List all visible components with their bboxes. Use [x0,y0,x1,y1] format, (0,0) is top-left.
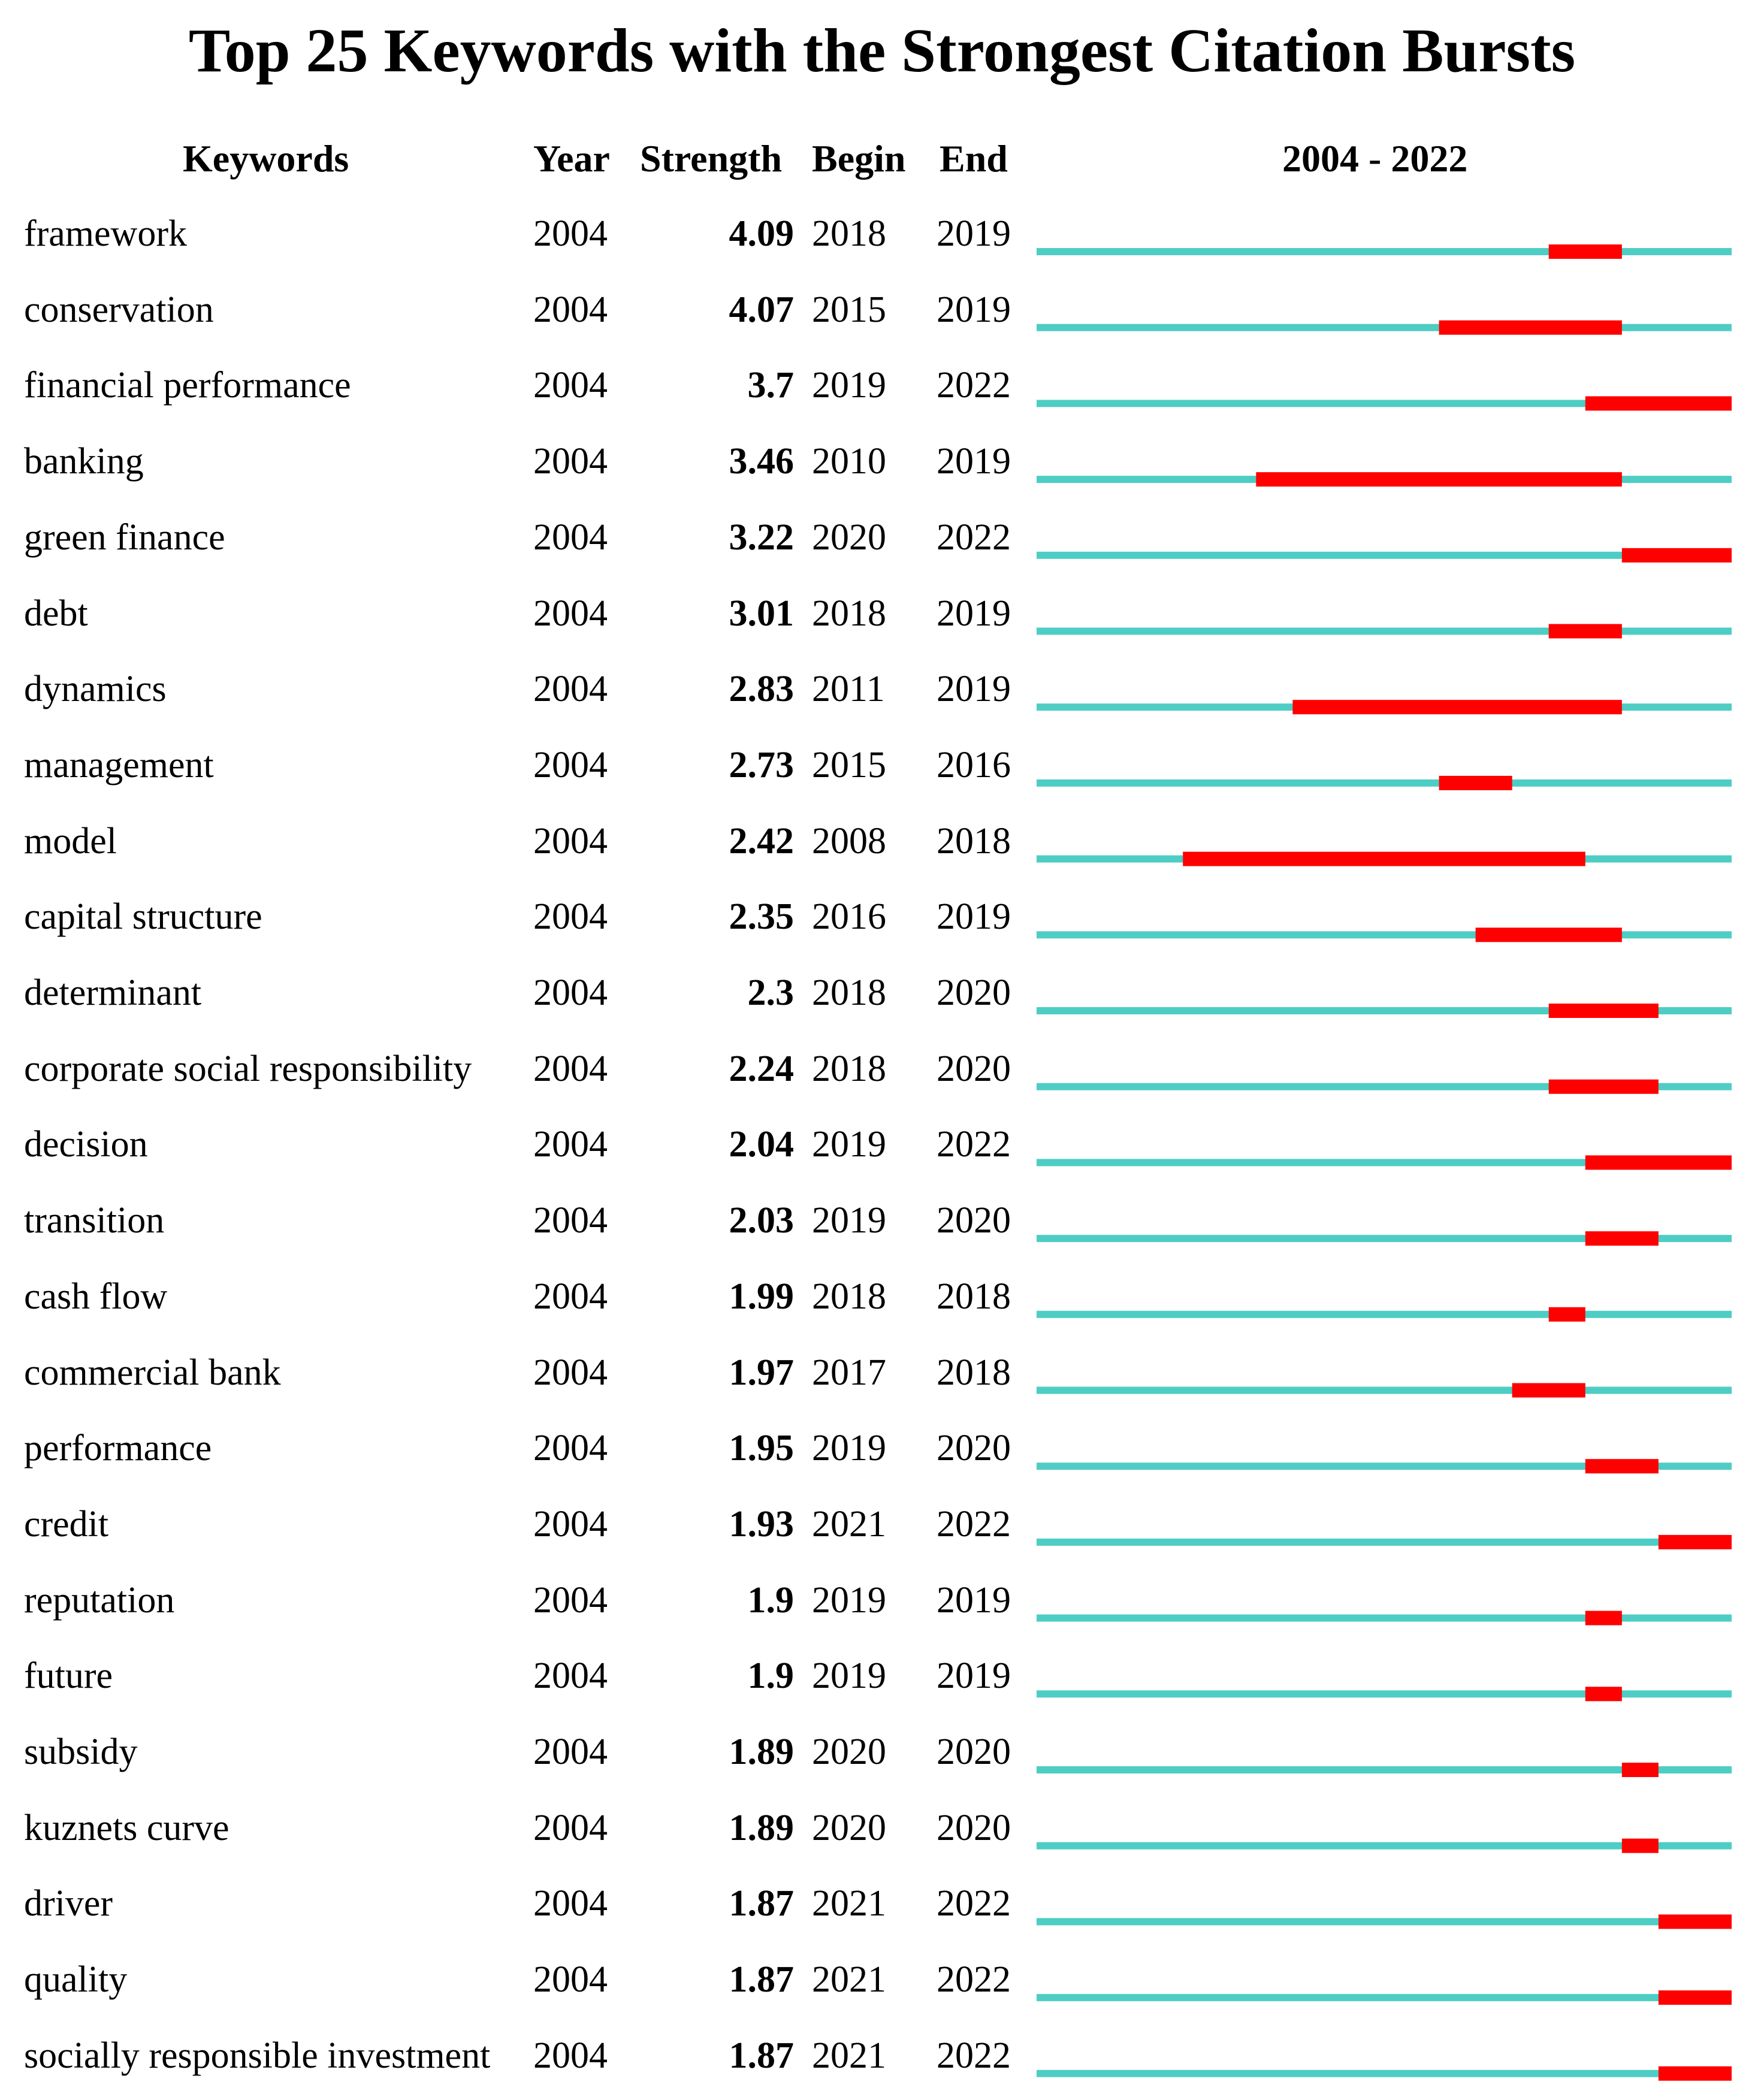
timeline-baseline [1037,1387,1732,1394]
timeline-baseline [1037,779,1732,787]
burst-bar [1549,1080,1659,1094]
end-cell: 2020 [937,1048,1011,1089]
year-cell: 2004 [533,1352,608,1393]
burst-bar [1549,1307,1585,1322]
timeline-baseline [1037,1311,1732,1318]
timeline-baseline [1037,1539,1732,1546]
end-cell: 2020 [937,1200,1011,1241]
end-cell: 2020 [937,1732,1011,1772]
begin-cell: 2018 [812,1276,886,1317]
timeline-baseline [1037,628,1732,635]
end-cell: 2019 [937,593,1011,634]
burst-bar [1439,321,1622,335]
year-cell: 2004 [533,1655,608,1697]
begin-cell: 2019 [812,1428,886,1469]
begin-cell: 2018 [812,593,886,634]
burst-bar [1585,1459,1659,1473]
year-cell: 2004 [533,1959,608,2001]
keyword-cell: debt [24,593,88,634]
year-cell: 2004 [533,1200,608,1241]
end-cell: 2018 [937,820,1011,862]
year-cell: 2004 [533,1883,608,1924]
burst-bar [1659,2066,1732,2081]
end-cell: 2020 [937,1807,1011,1848]
year-cell: 2004 [533,2035,608,2076]
header-year: Year [533,137,610,180]
timeline-baseline [1037,248,1732,255]
begin-cell: 2015 [812,289,886,330]
year-cell: 2004 [533,441,608,482]
end-cell: 2022 [937,1124,1011,1165]
burst-bar [1585,1687,1622,1701]
year-cell: 2004 [533,1732,608,1772]
begin-cell: 2021 [812,2035,886,2076]
strength-cell: 2.24 [729,1048,794,1089]
timeline-baseline [1037,1994,1732,2001]
end-cell: 2020 [937,1428,1011,1469]
end-cell: 2022 [937,1503,1011,1545]
keyword-cell: financial performance [24,365,351,406]
year-cell: 2004 [533,289,608,330]
begin-cell: 2019 [812,1124,886,1165]
burst-bar [1292,700,1621,714]
strength-cell: 3.46 [729,441,794,482]
begin-cell: 2020 [812,516,886,558]
end-cell: 2019 [937,441,1011,482]
year-cell: 2004 [533,365,608,406]
year-cell: 2004 [533,820,608,862]
begin-cell: 2019 [812,1200,886,1241]
keyword-cell: commercial bank [24,1352,281,1393]
begin-cell: 2019 [812,1655,886,1697]
keyword-cell: model [24,820,117,862]
end-cell: 2018 [937,1276,1011,1317]
keyword-cell: management [24,744,214,785]
burst-bar [1659,1914,1732,1929]
end-cell: 2019 [937,896,1011,938]
strength-cell: 1.9 [747,1579,794,1621]
strength-cell: 2.04 [729,1124,794,1165]
keyword-cell: transition [24,1200,165,1241]
timeline-baseline [1037,1615,1732,1622]
timeline-baseline [1037,1918,1732,1925]
year-cell: 2004 [533,593,608,634]
strength-cell: 2.83 [729,669,794,710]
strength-cell: 3.22 [729,516,794,558]
header-keywords: Keywords [183,137,349,180]
keyword-cell: kuznets curve [24,1807,229,1848]
keyword-cell: determinant [24,972,202,1013]
strength-cell: 1.89 [729,1732,794,1772]
end-cell: 2019 [937,213,1011,254]
strength-cell: 2.35 [729,896,794,938]
keyword-cell: conservation [24,289,214,330]
strength-cell: 2.73 [729,744,794,785]
year-cell: 2004 [533,516,608,558]
end-cell: 2019 [937,289,1011,330]
strength-cell: 3.01 [729,593,794,634]
header-end: End [940,137,1008,180]
end-cell: 2022 [937,1883,1011,1924]
begin-cell: 2019 [812,365,886,406]
burst-bar [1585,396,1732,410]
timeline-baseline [1037,1690,1732,1697]
end-cell: 2018 [937,1352,1011,1393]
year-cell: 2004 [533,896,608,938]
keyword-cell: cash flow [24,1276,168,1317]
burst-bar [1585,1231,1659,1246]
begin-cell: 2011 [812,669,885,710]
begin-cell: 2018 [812,1048,886,1089]
keyword-cell: driver [24,1883,113,1924]
begin-cell: 2021 [812,1503,886,1545]
begin-cell: 2018 [812,213,886,254]
end-cell: 2022 [937,1959,1011,2001]
burst-bar [1585,1155,1732,1170]
burst-bar [1622,548,1732,563]
begin-cell: 2017 [812,1352,886,1393]
strength-cell: 1.95 [729,1428,794,1469]
year-cell: 2004 [533,1807,608,1848]
keyword-cell: framework [24,213,187,254]
timeline-baseline [1037,931,1732,938]
header-range: 2004 - 2022 [1282,137,1468,180]
keyword-cell: subsidy [24,1732,138,1772]
begin-cell: 2020 [812,1732,886,1772]
keyword-cell: future [24,1655,113,1697]
strength-cell: 1.9 [747,1655,794,1697]
keyword-cell: performance [24,1428,212,1469]
strength-cell: 2.03 [729,1200,794,1241]
strength-cell: 1.99 [729,1276,794,1317]
header-strength: Strength [640,137,783,180]
begin-cell: 2018 [812,972,886,1013]
strength-cell: 1.87 [729,2035,794,2076]
begin-cell: 2016 [812,896,886,938]
keyword-cell: corporate social responsibility [24,1048,472,1089]
end-cell: 2019 [937,669,1011,710]
strength-cell: 3.7 [747,365,794,406]
strength-cell: 4.09 [729,213,794,254]
year-cell: 2004 [533,972,608,1013]
keyword-cell: credit [24,1503,109,1545]
keyword-cell: capital structure [24,896,262,938]
begin-cell: 2010 [812,441,886,482]
header-begin: Begin [812,137,906,180]
burst-bar [1512,1383,1585,1398]
burst-bar [1183,852,1585,866]
keyword-cell: green finance [24,516,225,558]
year-cell: 2004 [533,1276,608,1317]
strength-cell: 4.07 [729,289,794,330]
end-cell: 2022 [937,516,1011,558]
year-cell: 2004 [533,1124,608,1165]
end-cell: 2020 [937,972,1011,1013]
chart-title: Top 25 Keywords with the Strongest Citation Bursts [188,16,1576,85]
keyword-cell: dynamics [24,669,167,710]
keyword-cell: decision [24,1124,148,1165]
year-cell: 2004 [533,744,608,785]
year-cell: 2004 [533,1579,608,1621]
burst-bar [1659,1990,1732,2005]
begin-cell: 2015 [812,744,886,785]
begin-cell: 2021 [812,1883,886,1924]
burst-bar [1439,776,1512,790]
burst-bar [1549,244,1622,259]
keyword-cell: banking [24,441,144,482]
keyword-cell: socially responsible investment [24,2035,491,2076]
strength-cell: 1.89 [729,1807,794,1848]
strength-cell: 1.87 [729,1883,794,1924]
strength-cell: 2.42 [729,820,794,862]
year-cell: 2004 [533,1503,608,1545]
year-cell: 2004 [533,1048,608,1089]
burst-bar [1659,1535,1732,1549]
strength-cell: 1.87 [729,1959,794,2001]
year-cell: 2004 [533,213,608,254]
burst-bar [1622,1763,1659,1777]
end-cell: 2022 [937,2035,1011,2076]
end-cell: 2022 [937,365,1011,406]
keyword-cell: reputation [24,1579,175,1621]
end-cell: 2016 [937,744,1011,785]
strength-cell: 1.97 [729,1352,794,1393]
burst-timeline [1037,0,1732,2097]
burst-bar [1585,1611,1622,1625]
burst-bar [1622,1839,1659,1853]
year-cell: 2004 [533,669,608,710]
timeline-baseline [1037,324,1732,331]
burst-bar [1549,1004,1659,1018]
burst-bar [1476,927,1622,942]
end-cell: 2019 [937,1579,1011,1621]
strength-cell: 2.3 [747,972,794,1013]
burst-bar [1549,624,1622,639]
begin-cell: 2020 [812,1807,886,1848]
year-cell: 2004 [533,1428,608,1469]
begin-cell: 2021 [812,1959,886,2001]
begin-cell: 2019 [812,1579,886,1621]
strength-cell: 1.93 [729,1503,794,1545]
end-cell: 2019 [937,1655,1011,1697]
begin-cell: 2008 [812,820,886,862]
keyword-cell: quality [24,1959,128,2001]
timeline-baseline [1037,2070,1732,2077]
burst-bar [1256,472,1622,487]
